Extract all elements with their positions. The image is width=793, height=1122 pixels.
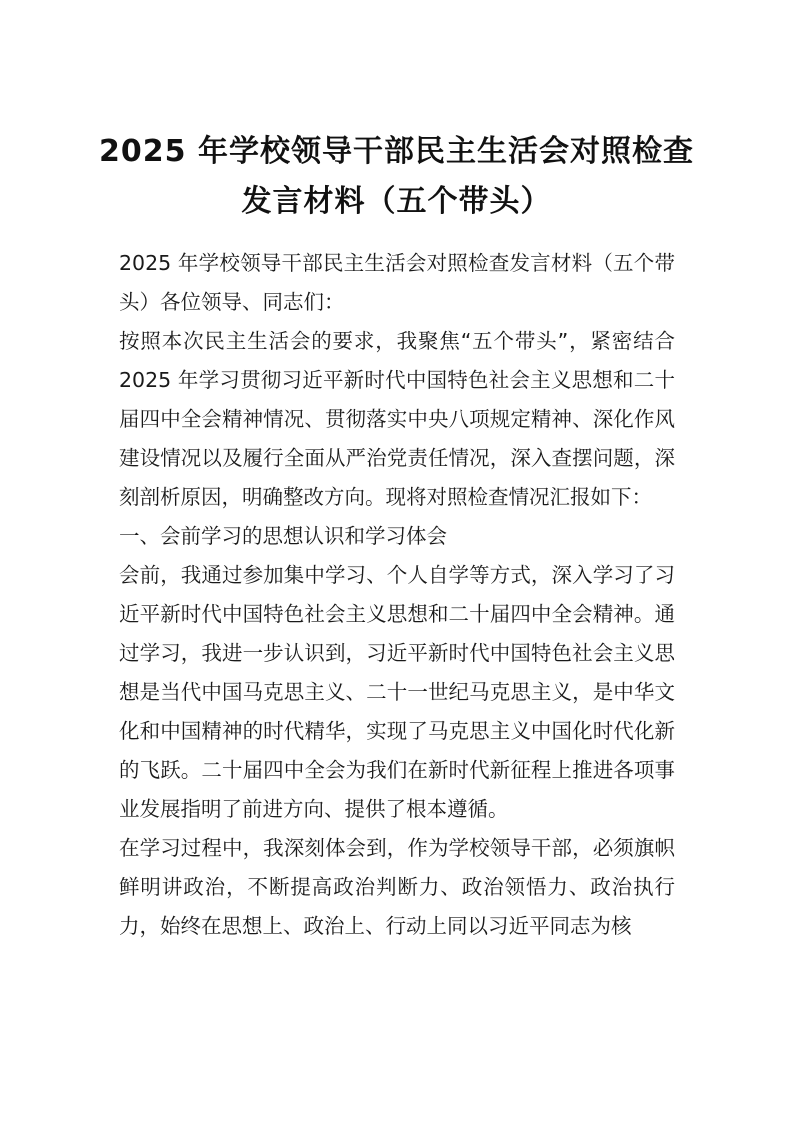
reflection-paragraph: 在学习过程中，我深刻体会到，作为学校领导干部，必须旗帜鲜明讲政治，不断提高政治判断力、政治领悟力、政治执行力，始终在思想上、政治上、行动上同以习近平同志为核 — [119, 836, 675, 938]
study-paragraph: 会前，我通过参加集中学习、个人自学等方式，深入学习了习近平新时代中国特色社会主义思想和二十届四中全会精神。通过学习，我进一步认识到，习近平新时代中国特色社会主义思想是当代中国马克思主义、二十一世纪马克思主义，是中华文化和中国精神的时代精华，实现了马克思主义中国化时代化新的飞跃。二十届四中全会为我们在新时代新征程上推进各项事业发展指明了前进方向、提供了根本遵循。 — [119, 563, 675, 821]
document-body — [119, 244, 675, 946]
intro-paragraph: 2025 年学校领导干部民主生活会对照检查发言材料（五个带头）各位领导、同志们： — [119, 251, 675, 314]
overview-paragraph: 按照本次民主生活会的要求，我聚焦“五个带头”，紧密结合 2025 年学习贯彻习近平新时代中国特色社会主义思想和二十届四中全会精神情况、贯彻落实中央八项规定精神、深化作风建设情况以及履行全面从严治党责任情况，深入查摆问题，深刻剖析原因，明确整改方向。现将对照检查情况汇报如下： — [119, 329, 675, 509]
section-heading: 一、会前学习的思想认识和学习体会 — [119, 524, 447, 548]
document-title-line-1: 2025 年学校领导干部民主生活会对照检查 — [99, 134, 694, 169]
document-title-line-2: 发言材料（五个带头） — [241, 184, 552, 219]
